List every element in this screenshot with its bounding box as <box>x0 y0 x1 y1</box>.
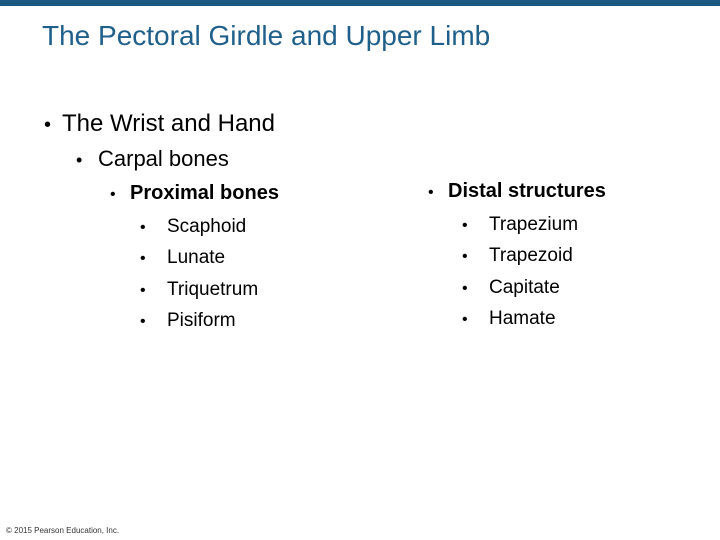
bullet-icon: • <box>140 219 146 236</box>
proximal-heading-text: Proximal bones <box>130 182 279 204</box>
list-item <box>140 310 258 341</box>
list-item-text: Trapezium <box>489 214 579 235</box>
bullet-level2 <box>76 146 229 172</box>
list-item <box>462 277 578 308</box>
bullet-icon: • <box>140 250 146 268</box>
list-item <box>462 214 578 245</box>
top-accent-bar <box>0 0 720 6</box>
list-item <box>140 279 258 310</box>
bullet-icon: • <box>462 279 468 297</box>
bullet-icon: • <box>462 310 468 328</box>
bullet-level1 <box>44 110 275 138</box>
bullet-icon: • <box>76 150 83 170</box>
bullet-icon: • <box>140 312 146 330</box>
list-item-text: Triquetrum <box>167 278 259 300</box>
list-item <box>140 247 258 278</box>
bullet-level1-text: The Wrist and Hand <box>62 110 275 137</box>
list-item <box>462 245 578 276</box>
bullet-icon: • <box>44 114 52 136</box>
bullet-icon: • <box>462 217 468 234</box>
bullet-icon: • <box>462 248 468 266</box>
bullet-icon: • <box>110 186 116 203</box>
bullet-icon: • <box>428 184 434 201</box>
list-item-text: Pisiform <box>167 309 236 331</box>
slide-title: The Pectoral Girdle and Upper Limb <box>42 20 491 51</box>
proximal-heading <box>110 182 279 205</box>
list-item-text: Capitate <box>489 276 560 298</box>
list-item-text: Scaphoid <box>167 216 247 237</box>
distal-heading <box>428 180 606 203</box>
list-item-text: Hamate <box>489 307 556 329</box>
list-item-text: Lunate <box>167 247 226 269</box>
distal-heading-text: Distal structures <box>448 180 606 202</box>
proximal-bones-list <box>140 216 258 341</box>
list-item <box>140 216 258 247</box>
bullet-level2-text: Carpal bones <box>98 146 229 171</box>
bullet-icon: • <box>140 281 146 299</box>
list-item <box>462 308 578 339</box>
list-item-text: Trapezoid <box>489 245 573 267</box>
copyright-footer: © 2015 Pearson Education, Inc. <box>6 526 120 535</box>
distal-structures-list <box>462 214 578 339</box>
